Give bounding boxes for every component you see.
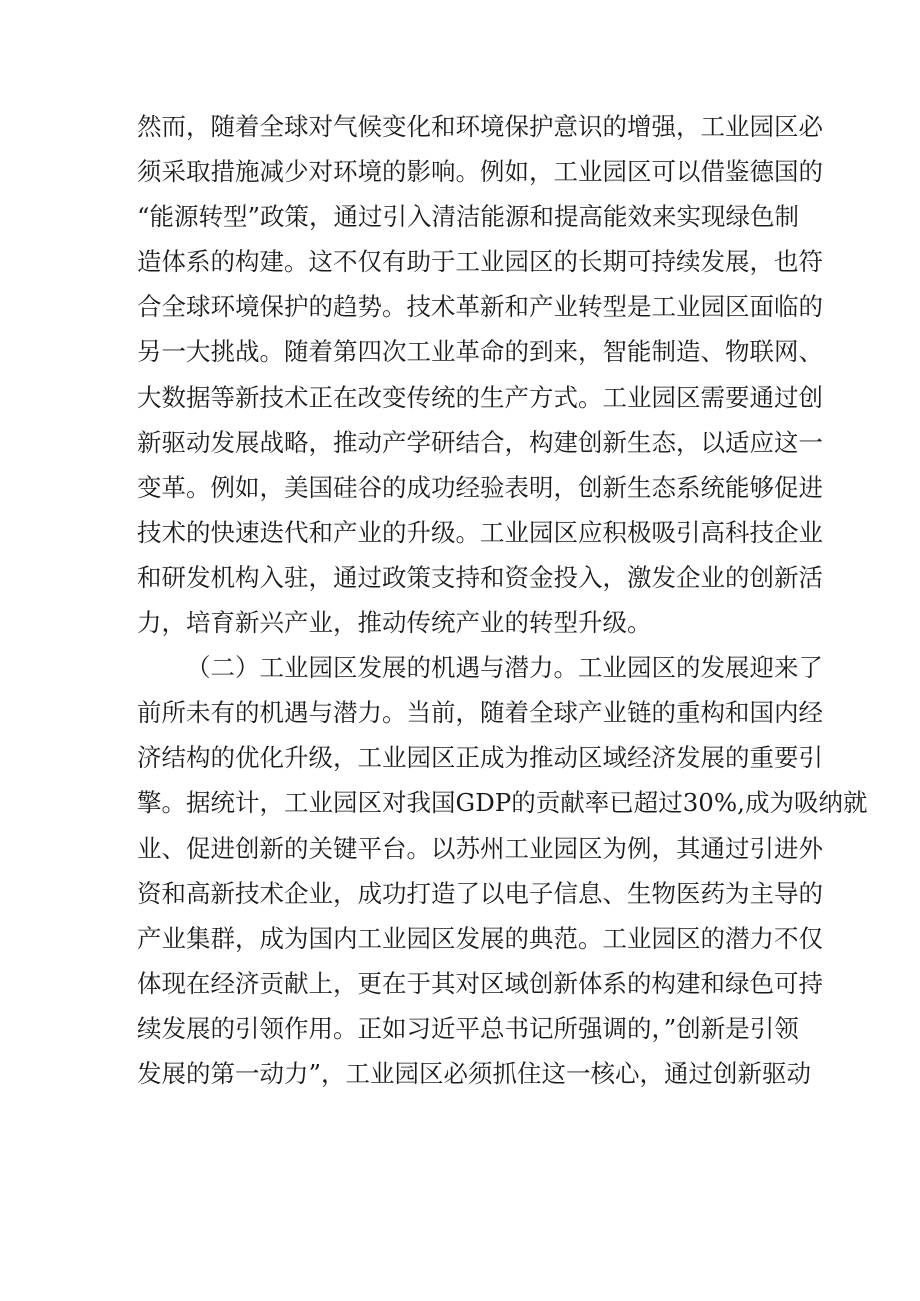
text-line: 另一大挑战。随着第四次工业革命的到来，智能制造、物联网、 [137,337,823,367]
text-line: 然而，随着全球对气候变化和环境保护意识的增强，工业园区必 [137,112,823,141]
text-line: 产业集群，成为国内工业园区发展的典范。工业园区的潜力不仅 [137,923,823,953]
text-line: 体现在经济贡献上，更在于其对区域创新体系的构建和绿色可持 [137,968,823,998]
text-line: 济结构的优化升级，工业园区正成为推动区域经济发展的重要引 [137,743,823,773]
text-line: 大数据等新技术正在改变传统的生产方式。工业园区需要通过创 [137,382,823,412]
body-text [137,104,868,1096]
text-line: 力，培育新兴产业，推动传统产业的转型升级。 [137,608,652,638]
paragraph-2 [137,645,868,1096]
text-line: 业、促进创新的关键平台。以苏州工业园区为例，其通过引进外 [137,833,823,863]
paragraph-1 [137,104,823,645]
text-line: 须采取措施减少对环境的影响。例如，工业园区可以借鉴德国的 [137,157,823,187]
text-line: 合全球环境保护的趋势。技术革新和产业转型是工业园区面临的 [137,292,823,322]
text-line: 造体系的构建。这不仅有助于工业园区的长期可持续发展，也符 [137,247,823,277]
text-line: 新驱动发展战略，推动产学研结合，构建创新生态，以适应这一 [137,427,823,457]
text-line: 发展的第一动力”，工业园区必须抓住这一核心，通过创新驱动 [137,1058,812,1088]
text-line: 前所未有的机遇与潜力。当前，随着全球产业链的重构和国内经 [137,698,823,728]
text-line: “能源转型”政策，通过引入清洁能源和提高能效来实现绿色制 [137,202,800,232]
text-line: （二）工业园区发展的机遇与潜力。工业园区的发展迎来了 [186,653,823,683]
text-line: 和研发机构入驻，通过政策支持和资金投入，激发企业的创新活 [137,562,823,592]
text-line: 续发展的引领作用。正如习近平总书记所强调的，”创新是引领 [137,1013,799,1043]
text-line: 变革。例如，美国硅谷的成功经验表明，创新生态系统能够促进 [137,472,823,502]
text-line: 擎。据统计，工业园区对我国GDP的贡献率已超过30%,成为吸纳就 [137,788,868,818]
text-line: 资和高新技术企业，成功打造了以电子信息、生物医药为主导的 [137,878,823,908]
text-line: 技术的快速迭代和产业的升级。工业园区应积极吸引高科技企业 [137,517,823,547]
